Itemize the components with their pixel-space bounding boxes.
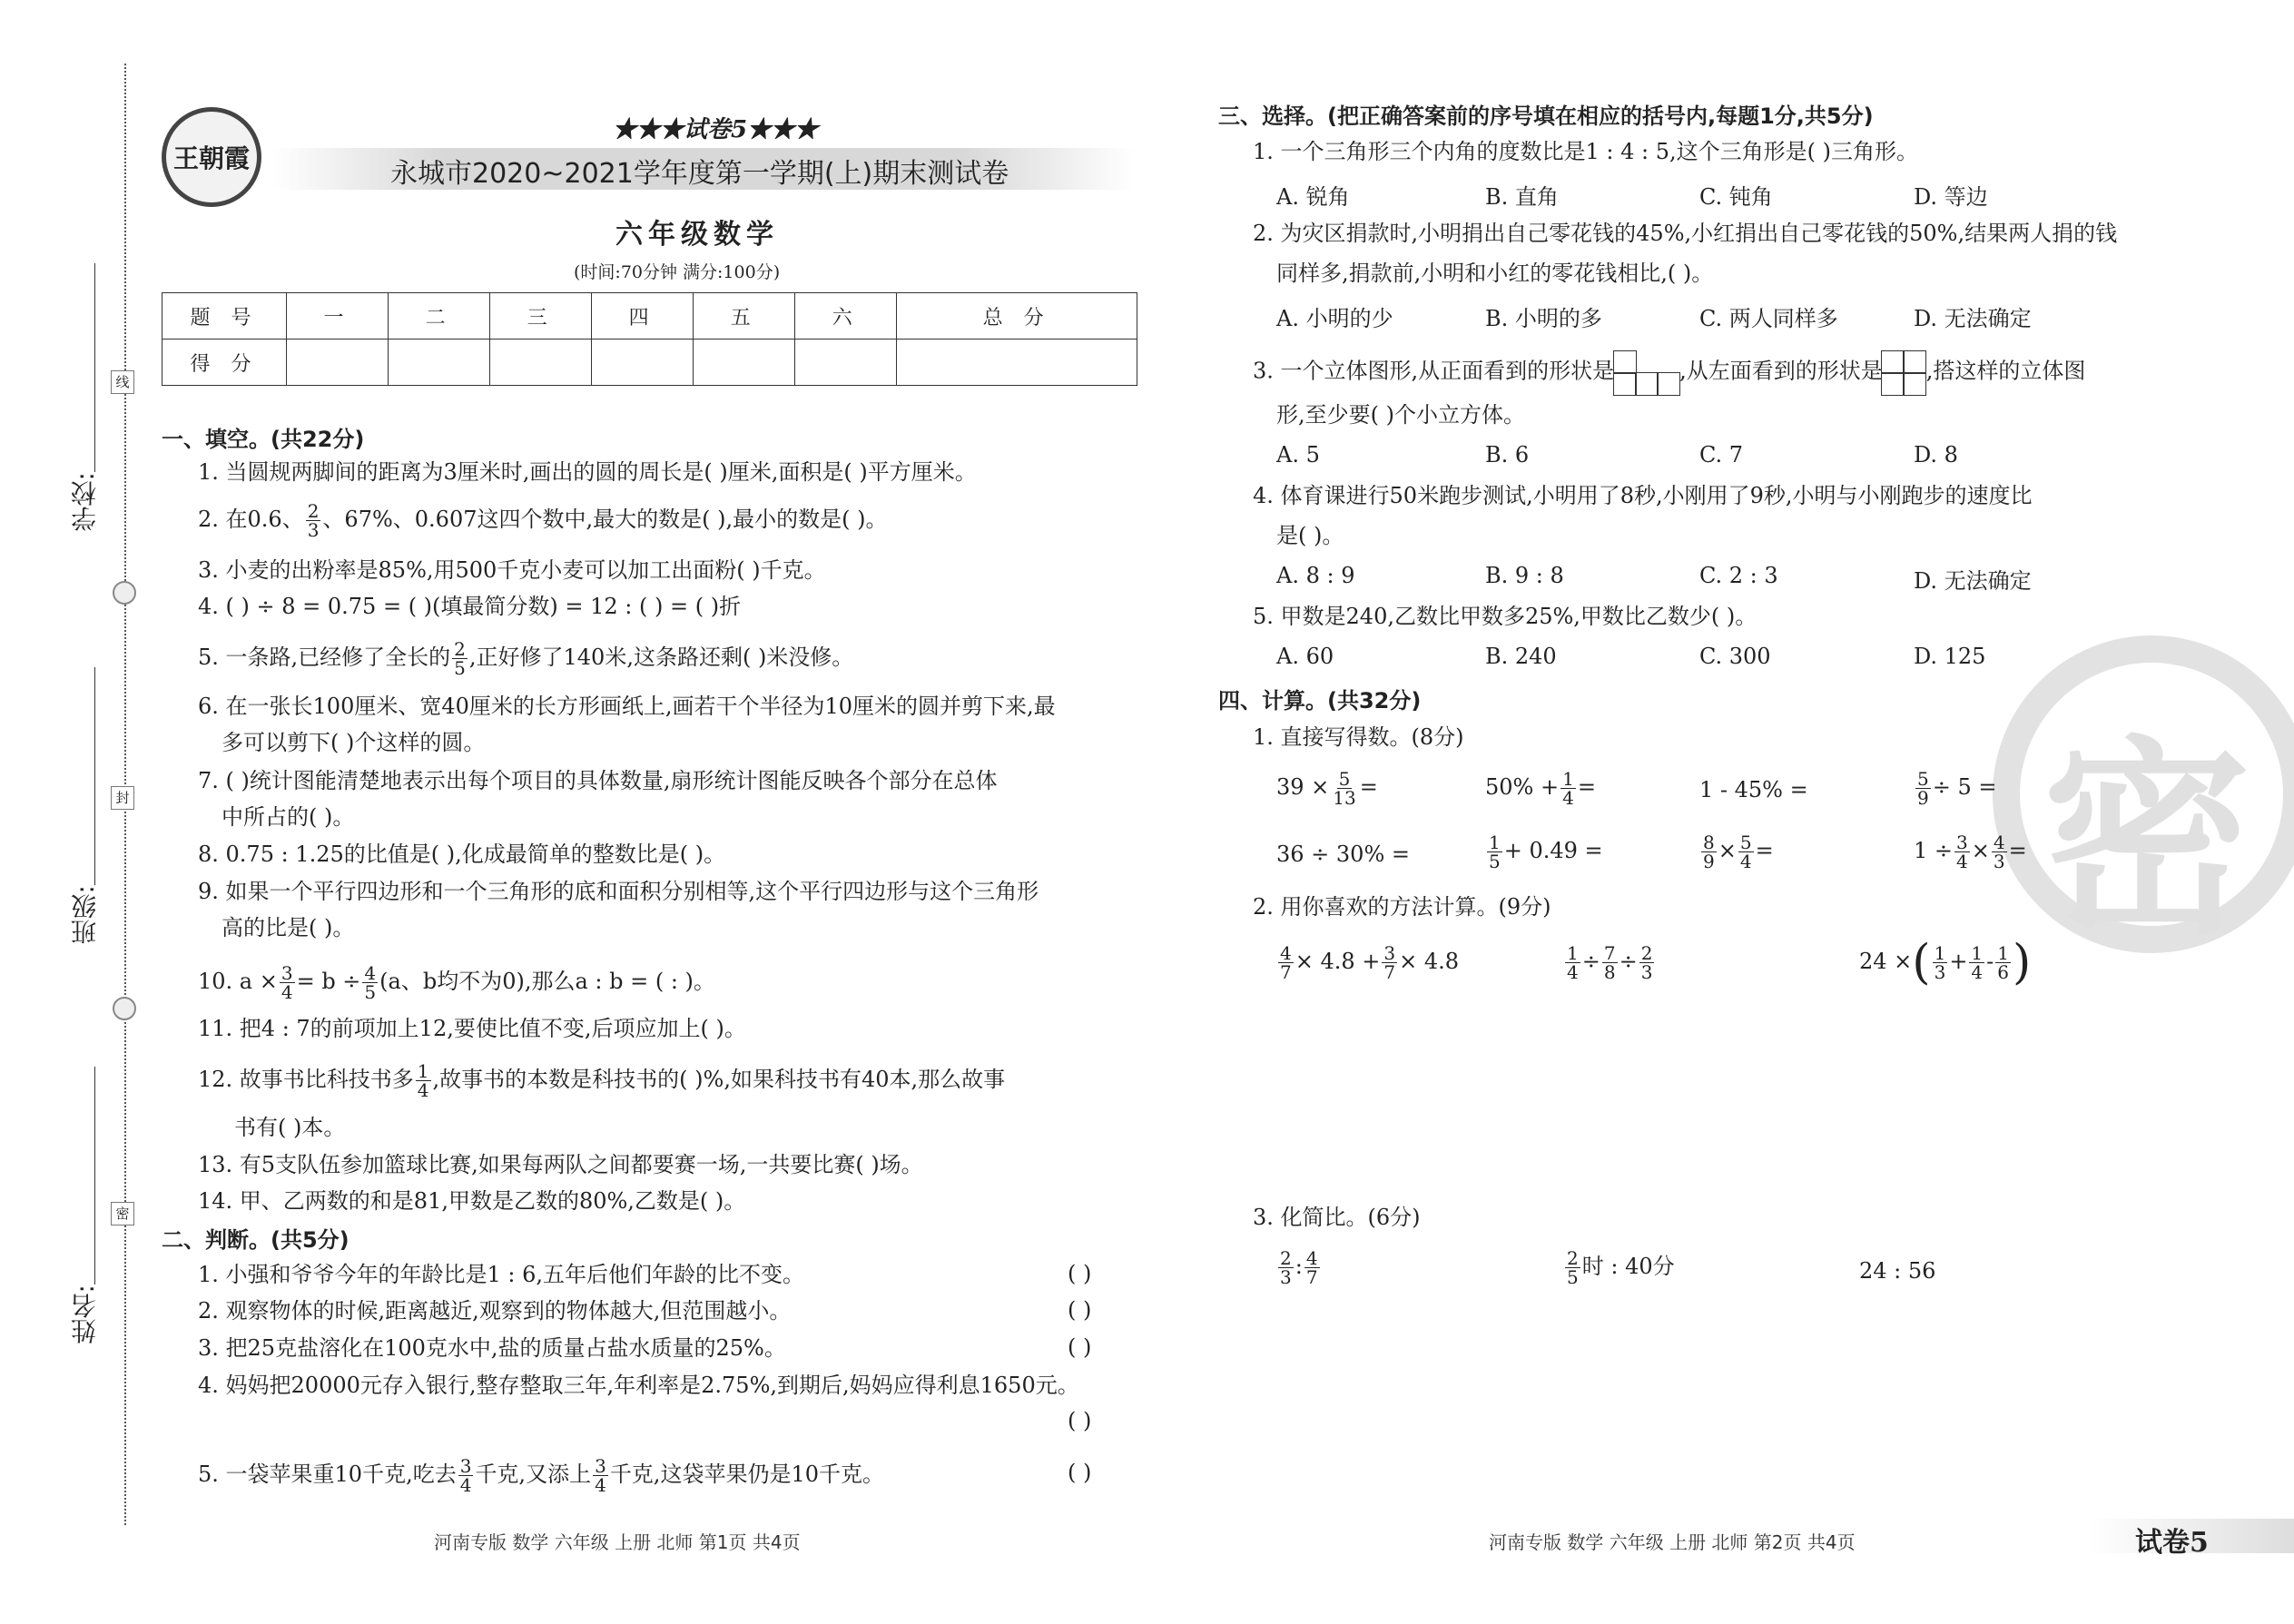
den: 4 xyxy=(595,1474,606,1496)
q-text: = b ÷ xyxy=(296,969,361,994)
fraction xyxy=(452,640,468,677)
s3-q3-option[interactable]: A. 5 xyxy=(1276,442,1320,468)
q-text: 50% + xyxy=(1485,774,1560,800)
num: 4 xyxy=(1993,832,2005,853)
q-text: 千克,这袋苹果仍是10千克。 xyxy=(609,1462,884,1487)
fraction xyxy=(1565,1249,1580,1286)
section-2-title: 二、判断。(共5分) xyxy=(162,1227,350,1253)
fraction xyxy=(1278,944,1294,981)
name-label: 姓名: xyxy=(70,1284,100,1344)
den: 7 xyxy=(1305,1266,1318,1288)
q-text: : xyxy=(1295,1254,1303,1279)
section-3-title: 三、选择。(把正确答案前的序号填在相应的括号内,每题1分,共5分) xyxy=(1218,103,1874,129)
q-text: + 0.49 = xyxy=(1503,838,1603,863)
tag-mi: 密 xyxy=(111,1202,134,1225)
s1-q9a: 9. 如果一个平行四边形和一个三角形的底和面积分别相等,这个平行四边形与这个三角形 xyxy=(198,879,1039,904)
subject-title: 六年级数学 xyxy=(615,219,779,251)
footer-right: 河南专版 数学 六年级 上册 北师 第2页 共4页 xyxy=(1489,1531,1856,1553)
score-table xyxy=(162,292,1137,386)
ratio-3: 24 : 56 xyxy=(1859,1258,1936,1284)
s3-q1-option[interactable]: C. 钝角 xyxy=(1699,184,1773,210)
s3-q5-option[interactable]: C. 300 xyxy=(1699,644,1771,669)
s3-q3-option[interactable]: D. 8 xyxy=(1914,442,1958,468)
footer-left: 河南专版 数学 六年级 上册 北师 第1页 共4页 xyxy=(434,1531,801,1553)
calc-8 xyxy=(1914,833,2027,871)
left-view-figure xyxy=(1883,350,1926,394)
s3-q5-option[interactable]: D. 125 xyxy=(1914,644,1986,669)
s1-q1: 1. 当圆规两脚间的距离为3厘米时,画出的圆的周长是( )厘米,面积是( )平方厘米。 xyxy=(198,459,977,485)
q-text: (a、b均不为0),那么a : b = ( : )。 xyxy=(379,969,715,994)
s1-q12c: 书有( )本。 xyxy=(234,1115,346,1140)
fraction xyxy=(362,964,378,1001)
s3-q4-option[interactable]: D. 无法确定 xyxy=(1914,568,2032,594)
s3-q2-option[interactable]: C. 两人同样多 xyxy=(1699,306,1838,331)
s3-q2-option[interactable]: A. 小明的少 xyxy=(1276,306,1393,331)
exam-title: 永城市2020~2021学年度第一学期(上)期末测试卷 xyxy=(390,158,1009,190)
section-1-title: 一、填空。(共22分) xyxy=(162,427,365,452)
score-input[interactable] xyxy=(694,340,795,386)
den: 4 xyxy=(417,1079,429,1101)
num: 3 xyxy=(595,1455,606,1477)
s1-q12 xyxy=(198,1062,1005,1099)
fraction xyxy=(416,1062,431,1099)
fraction xyxy=(1738,833,1754,871)
s1-q7a: 7. ( )统计图能清楚地表示出每个项目的具体数量,扇形统计图能反映各个部分在总体 xyxy=(198,768,998,793)
q-text: ÷ xyxy=(1581,949,1600,974)
ratio-1 xyxy=(1276,1249,1322,1286)
score-cell: 三 xyxy=(490,293,592,340)
q-text: 1 ÷ xyxy=(1914,838,1954,863)
fraction xyxy=(1305,1249,1320,1286)
q-text: ,搭这样的立体图 xyxy=(1925,358,2086,384)
num: 7 xyxy=(1603,942,1616,964)
fraction xyxy=(1915,770,1931,807)
score-input[interactable] xyxy=(389,340,490,386)
num: 5 xyxy=(1739,832,1752,853)
num: 4 xyxy=(1280,942,1292,964)
num: 2 xyxy=(454,638,466,660)
score-entry-row xyxy=(162,340,1137,386)
s3-q4b: 是( )。 xyxy=(1276,523,1344,548)
q-text: ,故事书的本数是科技书的( )%,如果科技书有40本,那么故事 xyxy=(432,1067,1006,1092)
fraction xyxy=(1933,944,1948,981)
num: 2 xyxy=(1280,1247,1292,1269)
den: 7 xyxy=(1280,961,1292,983)
score-header-row xyxy=(162,293,1137,340)
s1-q10 xyxy=(198,964,715,1001)
q-text: ,正好修了140米,这条路还剩( )米没修。 xyxy=(468,645,854,670)
q-text: = xyxy=(2008,838,2027,863)
den: 4 xyxy=(459,1474,472,1496)
s3-q5: 5. 甲数是240,乙数比甲数多25%,甲数比乙数少( )。 xyxy=(1253,604,1757,629)
seal-dot xyxy=(113,997,136,1020)
s3-q1: 1. 一个三角形三个内角的度数比是1 : 4 : 5,这个三角形是( )三角形。 xyxy=(1253,139,1919,164)
s3-q3-option[interactable]: B. 6 xyxy=(1485,442,1530,468)
den: 6 xyxy=(1997,961,2009,983)
calc-5: 36 ÷ 30% = xyxy=(1276,842,1410,867)
den: 5 xyxy=(1567,1266,1579,1288)
score-cell: 五 xyxy=(694,293,795,340)
school-label: 学校: xyxy=(70,472,100,532)
fraction xyxy=(1487,833,1502,871)
fraction xyxy=(458,1457,474,1494)
q-text: × xyxy=(1718,838,1737,863)
s3-q4-option[interactable]: A. 8 : 9 xyxy=(1276,563,1355,588)
score-input[interactable] xyxy=(897,340,1137,386)
s3-q5-option[interactable]: A. 60 xyxy=(1276,644,1334,669)
num: 1 xyxy=(1934,942,1946,964)
fraction xyxy=(593,1457,608,1494)
s3-q2a: 2. 为灾区捐款时,小明捐出自己零花钱的45%,小红捐出自己零花钱的50%,结果两人捐的钱 xyxy=(1253,221,2118,246)
fraction xyxy=(1278,1249,1294,1286)
q-text: × 4.8 xyxy=(1399,949,1460,974)
s2-q4: 4. 妈妈把20000元存入银行,整存整取三年,年利率是2.75%,到期后,妈妈应得利息1650元。 xyxy=(198,1373,1079,1398)
num: 3 xyxy=(459,1455,472,1477)
fraction xyxy=(1995,944,2011,981)
den: 5 xyxy=(364,981,377,1003)
score-input[interactable] xyxy=(490,340,592,386)
fraction xyxy=(1701,833,1717,871)
left-paren: ( xyxy=(1912,935,1931,990)
score-cell: 总 分 xyxy=(897,293,1137,340)
num: 1 xyxy=(417,1060,429,1082)
s2-q3: 3. 把25克盐溶化在100克水中,盐的质量占盐水质量的25%。 xyxy=(198,1335,786,1361)
score-cell: 得 分 xyxy=(162,340,287,386)
q-text: 5. 一袋苹果重10千克,吃去 xyxy=(198,1462,457,1487)
den: 4 xyxy=(281,981,293,1003)
s3-q3-option[interactable]: C. 7 xyxy=(1699,442,1744,468)
num: 2 xyxy=(1640,942,1653,964)
expr-1 xyxy=(1276,944,1459,981)
name-line xyxy=(94,1067,95,1284)
num: 3 xyxy=(281,962,293,984)
den: 4 xyxy=(1562,787,1574,809)
den: 3 xyxy=(1993,851,2005,872)
s2-q5 xyxy=(198,1457,884,1494)
score-cell: 六 xyxy=(795,293,897,340)
num: 8 xyxy=(1703,832,1715,853)
s3-q1-option[interactable]: B. 直角 xyxy=(1485,184,1559,210)
s3-q4-option[interactable]: B. 9 : 8 xyxy=(1485,563,1564,588)
calc-2 xyxy=(1485,770,1596,807)
q-text: 39 × xyxy=(1276,774,1330,800)
num: 3 xyxy=(1383,942,1396,964)
score-cell: 一 xyxy=(287,293,389,340)
fraction xyxy=(1382,944,1397,981)
den: 9 xyxy=(1703,851,1715,872)
s1-q6a: 6. 在一张长100厘米、宽40厘米的长方形画纸上,画若干个半径为10厘米的圆并剪下来,最 xyxy=(198,694,1056,719)
den: 4 xyxy=(1567,961,1579,983)
fraction xyxy=(1602,944,1618,981)
den: 13 xyxy=(1333,787,1356,809)
q-text: = xyxy=(1359,774,1378,800)
den: 4 xyxy=(1956,851,1968,872)
den: 3 xyxy=(1640,961,1653,983)
den: 8 xyxy=(1603,961,1616,983)
tag-feng: 封 xyxy=(111,786,134,810)
logo-text: 王朝霞 xyxy=(172,143,250,173)
q-text: - xyxy=(1986,949,1994,974)
s3-q3d: 形,至少要( )个小立方体。 xyxy=(1276,402,1525,428)
ratio-2 xyxy=(1563,1249,1675,1286)
q-text: 2. 在0.6、 xyxy=(198,507,304,532)
q-text: 、67%、0.607这四个数中,最大的数是( ),最小的数是( )。 xyxy=(322,507,888,532)
q-text: ÷ xyxy=(1619,949,1638,974)
school-line xyxy=(94,263,95,472)
den: 3 xyxy=(1934,961,1946,983)
num: 4 xyxy=(364,962,377,984)
s1-q8: 8. 0.75 : 1.25的比值是( ),化成最简单的整数比是( )。 xyxy=(198,842,726,867)
seal-dot xyxy=(113,581,136,605)
fraction xyxy=(306,502,321,539)
fraction xyxy=(280,964,295,1001)
s1-q4: 4. ( ) ÷ 8 = 0.75 = ( )(填最简分数) = 12 : ( ) = ( )折 xyxy=(198,594,742,619)
calc-1 xyxy=(1276,770,1378,807)
front-view-figure xyxy=(1614,350,1679,394)
s3-q4a: 4. 体育课进行50米跑步测试,小明用了8秒,小刚用了9秒,小明与小刚跑步的速度比 xyxy=(1253,483,2033,508)
den: 7 xyxy=(1383,961,1396,983)
answer-paren[interactable]: ( ) xyxy=(1068,1334,1092,1360)
calc-6 xyxy=(1485,833,1603,871)
den: 5 xyxy=(1489,851,1501,872)
score-cell: 四 xyxy=(592,293,694,340)
calc-4 xyxy=(1914,770,1996,807)
calc-7 xyxy=(1699,833,1774,871)
num: 5 xyxy=(1917,768,1929,790)
fraction xyxy=(1561,770,1576,807)
s1-q9b: 高的比是( )。 xyxy=(222,915,355,940)
q-text: = xyxy=(1755,838,1774,863)
num: 1 xyxy=(1489,832,1501,853)
q-text: 时 : 40分 xyxy=(1581,1254,1675,1279)
q-text: × 4.8 + xyxy=(1295,949,1381,974)
den: 4 xyxy=(1739,851,1752,872)
q-text: × xyxy=(1971,838,1990,863)
q-text: + xyxy=(1949,949,1968,974)
num: 1 xyxy=(1997,942,2009,964)
series-label: ★★★试卷5★★★ xyxy=(613,116,819,143)
fraction xyxy=(1954,833,1970,871)
q-text: = xyxy=(1577,774,1596,800)
s2-q2: 2. 观察物体的时候,距离越近,观察到的物体越大,但范围越小。 xyxy=(198,1298,792,1324)
q-text: ÷ 5 = xyxy=(1932,774,1997,800)
score-input[interactable] xyxy=(592,340,694,386)
s1-q7b: 中所占的( )。 xyxy=(222,804,355,830)
answer-paren[interactable]: ( ) xyxy=(1068,1297,1092,1323)
s2-q1: 1. 小强和爷爷今年的年龄比是1 : 6,五年后他们年龄的比不变。 xyxy=(198,1262,805,1287)
expr-2 xyxy=(1563,944,1656,981)
s3-q2-option[interactable]: D. 无法确定 xyxy=(1914,306,2032,331)
s3-q1-option[interactable]: D. 等边 xyxy=(1914,184,1988,210)
calc-3: 1 - 45% = xyxy=(1699,777,1808,802)
s1-q14: 14. 甲、乙两数的和是81,甲数是乙数的80%,乙数是( )。 xyxy=(198,1188,746,1214)
s1-q5 xyxy=(198,640,853,677)
score-input[interactable] xyxy=(287,340,389,386)
s3-q4-option[interactable]: C. 2 : 3 xyxy=(1699,563,1778,588)
watermark-char: 密 xyxy=(2043,720,2252,962)
num: 4 xyxy=(1305,1247,1318,1269)
num: 1 xyxy=(1567,942,1579,964)
fraction xyxy=(1969,944,1984,981)
num: 5 xyxy=(1338,768,1351,790)
s3-q1-option[interactable]: A. 锐角 xyxy=(1276,184,1350,210)
s1-q2 xyxy=(198,502,887,539)
den: 9 xyxy=(1917,787,1929,809)
q-text: 千克,又添上 xyxy=(475,1462,592,1487)
time-info: (时间:70分钟 满分:100分) xyxy=(574,262,781,282)
logo-badge xyxy=(162,107,261,207)
den: 3 xyxy=(307,519,320,541)
s3-q5-option[interactable]: B. 240 xyxy=(1485,644,1557,669)
answer-paren[interactable]: ( ) xyxy=(1068,1261,1092,1286)
score-input[interactable] xyxy=(795,340,897,386)
num: 2 xyxy=(1567,1247,1579,1269)
fraction xyxy=(1565,944,1580,981)
s1-q13: 13. 有5支队伍参加篮球比赛,如果每两队之间都要赛一场,一共要比赛( )场。 xyxy=(198,1152,923,1177)
fraction xyxy=(1639,944,1655,981)
s1-q3: 3. 小麦的出粉率是85%,用500千克小麦可以加工出面粉( )千克。 xyxy=(198,557,826,583)
right-paren: ) xyxy=(2013,935,2032,990)
s4-part1: 1. 直接写得数。(8分) xyxy=(1253,724,1464,750)
q-text: 10. a × xyxy=(198,969,278,994)
q-text: 5. 一条路,已经修了全长的 xyxy=(198,645,451,670)
q-text: ,从左面看到的形状是 xyxy=(1679,358,1883,384)
answer-paren[interactable]: ( ) xyxy=(1068,1460,1092,1485)
num: 1 xyxy=(1562,768,1574,790)
section-4-title: 四、计算。(共32分) xyxy=(1218,688,1422,714)
q-text: 24 × xyxy=(1859,949,1913,974)
score-cell: 二 xyxy=(389,293,490,340)
s4-part2: 2. 用你喜欢的方法计算。(9分) xyxy=(1253,894,1551,920)
num: 3 xyxy=(1956,832,1968,853)
fraction xyxy=(1992,833,2007,871)
s4-part3: 3. 化简比。(6分) xyxy=(1253,1205,1421,1230)
s1-q6b: 多可以剪下( )个这样的圆。 xyxy=(222,730,486,755)
s3-q2-option[interactable]: B. 小明的多 xyxy=(1485,306,1602,331)
answer-paren[interactable]: ( ) xyxy=(1068,1408,1092,1433)
den: 4 xyxy=(1971,961,1984,983)
q-text: 3. 一个立体图形,从正面看到的形状是 xyxy=(1253,358,1615,384)
fraction xyxy=(1331,770,1357,807)
score-cell: 题 号 xyxy=(162,293,287,340)
s3-q3a xyxy=(1253,350,2085,394)
expr-3 xyxy=(1859,935,2032,990)
den: 5 xyxy=(454,657,466,679)
class-line xyxy=(94,667,95,885)
tag-xian: 线 xyxy=(111,370,134,394)
s1-q11: 11. 把4 : 7的前项加上12,要使比值不变,后项应加上( )。 xyxy=(198,1016,746,1041)
footer-label: 试卷5 xyxy=(2135,1527,2209,1559)
den: 3 xyxy=(1280,1266,1292,1288)
s3-q2b: 同样多,捐款前,小明和小红的零花钱相比,( )。 xyxy=(1276,261,1714,286)
num: 1 xyxy=(1971,942,1984,964)
num: 2 xyxy=(307,500,320,522)
class-label: 班级: xyxy=(70,885,100,945)
q-text: 12. 故事书比科技书多 xyxy=(198,1067,414,1092)
